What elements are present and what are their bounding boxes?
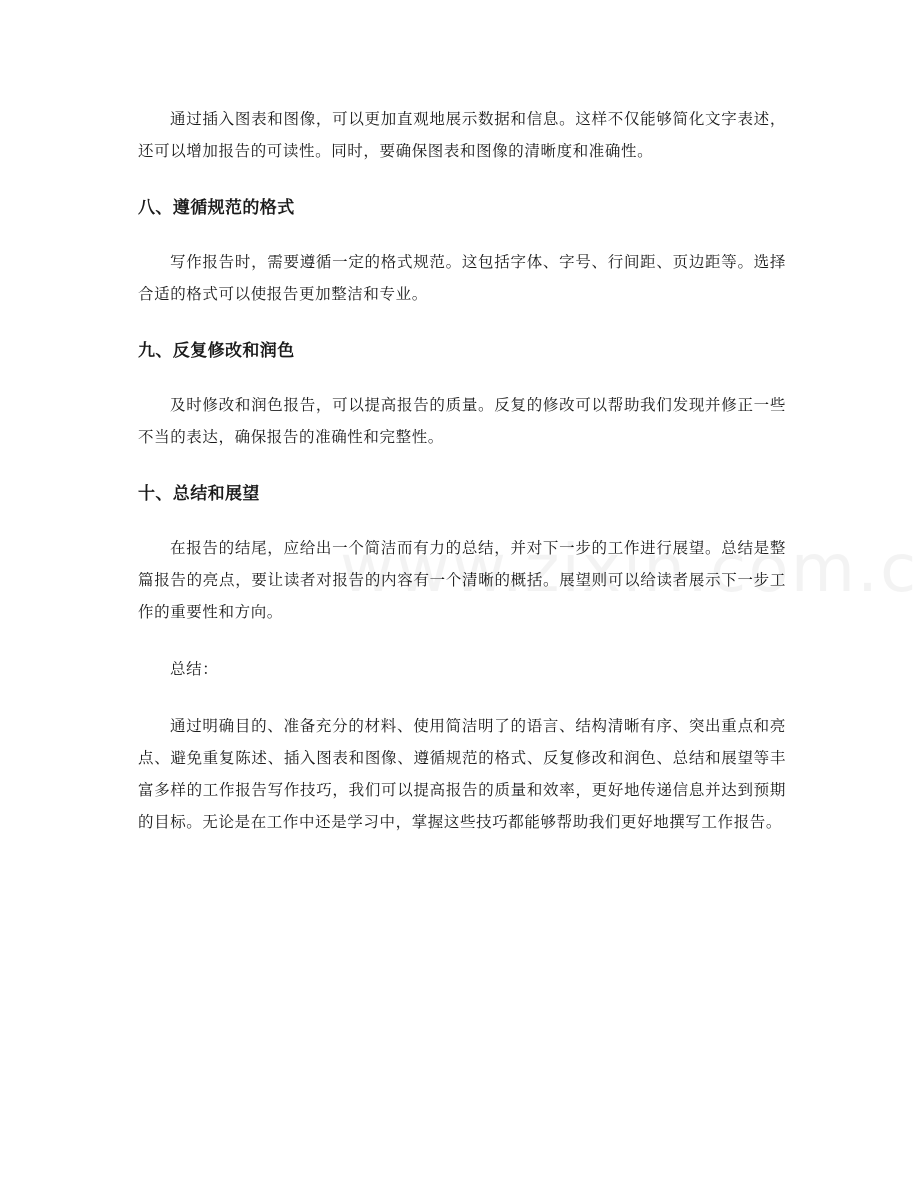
spacer bbox=[138, 685, 786, 710]
section-8-body: 写作报告时，需要遵循一定的格式规范。这包括字体、字号、行间距、页边距等。选择合适的格式可以使报告更加整洁和专业。 bbox=[138, 253, 786, 303]
spacer bbox=[138, 453, 786, 478]
spacer bbox=[138, 167, 786, 192]
summary-body: 通过明确目的、准备充分的材料、使用简洁明了的语言、结构清晰有序、突出重点和亮点、避免重复陈述、插入图表和图像、遵循规范的格式、反复修改和润色、总结和展望等丰富多样的工作报告写作技巧，我们可以提高报告的质量和效率，更好地传递信息并达到预期的目标。无论是在工作中还是学习中，掌握这些技巧都能够帮助我们更好地撰写工作报告。 bbox=[138, 717, 786, 831]
paragraph-images: 通过插入图表和图像，可以更加直观地展示数据和信息。这样不仅能够简化文字表述，还可以增加报告的可读性。同时，要确保图表和图像的清晰度和准确性。 bbox=[138, 110, 786, 160]
spacer bbox=[138, 367, 786, 389]
spacer bbox=[138, 310, 786, 335]
summary-label: 总结： bbox=[170, 660, 219, 678]
document-page bbox=[138, 103, 786, 838]
section-10-title: 十、总结和展望 bbox=[138, 484, 260, 504]
spacer bbox=[138, 224, 786, 246]
section-8-title: 八、遵循规范的格式 bbox=[138, 198, 295, 218]
section-9-title: 九、反复修改和润色 bbox=[138, 341, 295, 361]
spacer bbox=[138, 510, 786, 532]
section-10-body: 在报告的结尾，应给出一个简洁而有力的总结，并对下一步的工作进行展望。总结是整篇报告的亮点，要让读者对报告的内容有一个清晰的概括。展望则可以给读者展示下一步工作的重要性和方向。 bbox=[138, 539, 786, 621]
spacer bbox=[138, 628, 786, 653]
section-9-body: 及时修改和润色报告，可以提高报告的质量。反复的修改可以帮助我们发现并修正一些不当的表达，确保报告的准确性和完整性。 bbox=[138, 396, 786, 446]
